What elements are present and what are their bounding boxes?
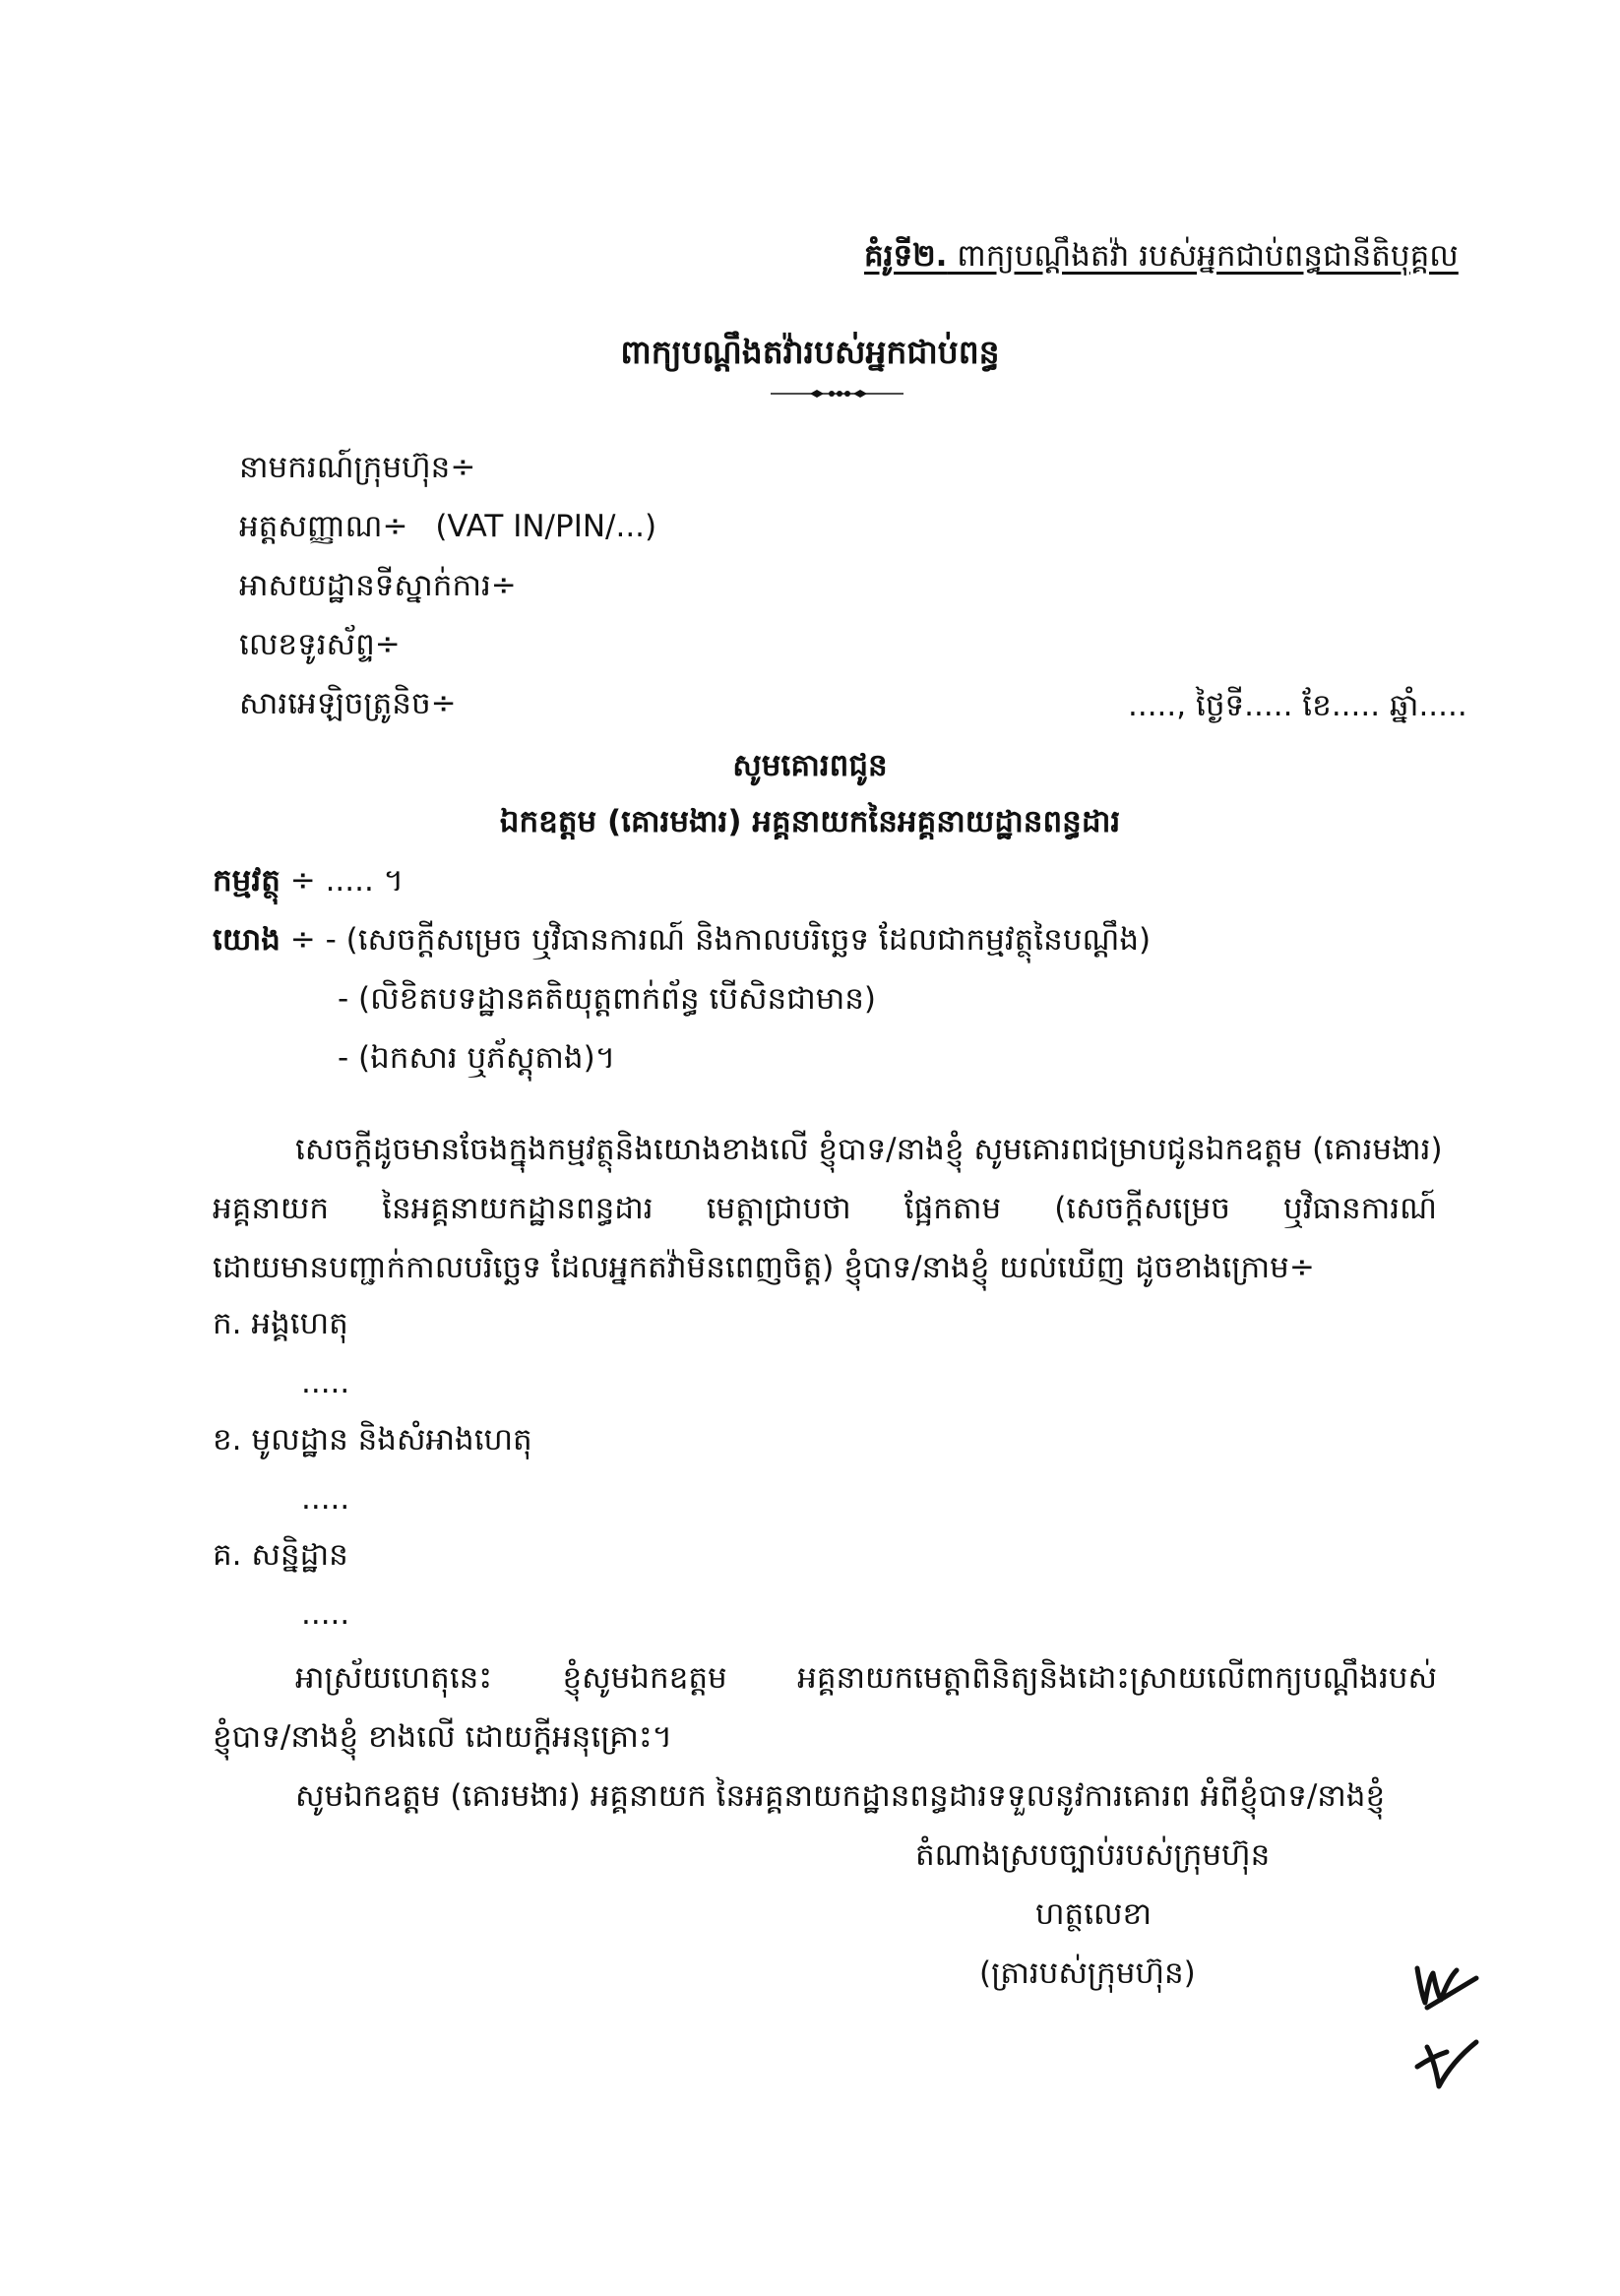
- paragraph-2-line-1: [295, 1658, 1437, 1698]
- subject-label: កម្មវត្ថុ: [213, 863, 280, 899]
- paragraph-1-word: អគ្គនាយក: [213, 1191, 330, 1226]
- company-name-label: នាមករណ៍ក្រុមហ៊ុន÷: [239, 450, 476, 485]
- email-label: សារអេឡិចត្រូនិច÷: [239, 686, 457, 721]
- recipient-title: ឯកឧត្តម (គោរមងារ) អគ្គនាយកនៃអគ្គនាយដ្ឋានពន្ធដារ: [499, 804, 1121, 839]
- recipient-salutation: សូមគោរពជូន: [732, 748, 888, 783]
- document-title: ពាក្យបណ្ដឹងតវ៉ារបស់អ្នកជាប់ពន្ធ: [620, 333, 1000, 371]
- reference-item-1: ÷ - (សេចក្ដីសម្រេច ឬវិធានការណ៍ និងកាលបរិច្ឆេទ ដែលជាកម្មវត្ថុនៃបណ្ដឹង): [289, 922, 1152, 958]
- section-b-heading: ខ. មូលដ្ឋាន និងសំអាងហេតុ: [213, 1422, 532, 1458]
- paragraph-2-word: អគ្គនាយកមេត្តាពិនិត្យនិងដោះស្រាយលើពាក្យបណ្ដឹងរបស់: [797, 1660, 1437, 1696]
- paragraph-1-line-2: [213, 1189, 1437, 1228]
- section-c-placeholder: .....: [301, 1596, 350, 1632]
- paragraph-1-word: (សេចក្ដីសម្រេច: [1054, 1191, 1230, 1226]
- paragraph-2-word: អាស្រ័យហេតុនេះ: [295, 1660, 492, 1696]
- title-ornament: [771, 387, 903, 401]
- reference-item-3: - (ឯកសារ ឬភ័ស្ដុតាង)។: [338, 1040, 616, 1076]
- paragraph-1-word: មេត្តាជ្រាបថា: [706, 1191, 851, 1226]
- paragraph-1-word: នៃអគ្គនាយកដ្ឋានពន្ធដារ: [382, 1191, 654, 1226]
- subject-value: ÷ ..... ។: [289, 863, 405, 899]
- paragraph-1-word: ផ្អែកតាម: [903, 1191, 1002, 1226]
- company-seal-label: (ត្រារបស់ក្រុមហ៊ុន): [979, 1955, 1196, 1991]
- reference-row: [213, 920, 1151, 960]
- reference-label: យោង: [213, 922, 280, 958]
- section-a-placeholder: .....: [301, 1365, 350, 1400]
- legal-representative-label: តំណាងស្របច្បាប់របស់ក្រុមហ៊ុន: [915, 1837, 1271, 1873]
- paragraph-2-line-2: ខ្ញុំបាទ/នាងខ្ញុំ ខាងលើ ដោយក្ដីអនុគ្រោះ។: [213, 1719, 672, 1755]
- address-label: អាសយដ្ឋានទីស្នាក់ការ÷: [239, 568, 517, 603]
- annex-reference: [864, 236, 1459, 276]
- annex-description: ពាក្យបណ្ដឹងតវ៉ា របស់អ្នកជាប់ពន្ធជានីតិបុគ្គល: [947, 238, 1459, 274]
- closing-line: សូមឯកឧត្តម (គោរមងារ) អគ្គនាយក នៃអគ្គនាយកដ្ឋានពន្ធដារទទួលនូវការគោរព អំពីខ្ញុំបាទ/នាងខ្ញុំ: [295, 1778, 1386, 1814]
- signature-label: ហត្ថលេខា: [1035, 1896, 1153, 1932]
- identity-hint: (VAT IN/PIN/...): [435, 509, 657, 544]
- paragraph-1-line-3: ដោយមានបញ្ជាក់កាលបរិច្ឆេទ ដែលអ្នកតវ៉ាមិនពេញចិត្ត) ខ្ញុំបាទ/នាងខ្ញុំ យល់ឃើញ ដូចខាងក្រោម÷: [213, 1250, 1315, 1285]
- subject-row: [213, 861, 404, 900]
- handwritten-initials: [1398, 1949, 1486, 2096]
- reference-item-2: - (លិខិតបទដ្ឋានគតិយុត្តពាក់ព័ន្ធ បើសិនជាមាន): [338, 981, 877, 1017]
- paragraph-1-word: ឬវិធានការណ៍: [1283, 1191, 1437, 1226]
- phone-label: លេខទូរស័ព្ទ÷: [239, 627, 401, 662]
- section-a-heading: ក. អង្គហេតុ: [213, 1306, 348, 1341]
- date-line: ....., ថ្ងៃទី..... ខែ..... ឆ្នាំ.....: [1128, 688, 1467, 723]
- section-c-heading: គ. សន្និដ្ឋាន: [213, 1537, 348, 1573]
- section-b-placeholder: .....: [301, 1481, 350, 1517]
- paragraph-2-word: ខ្ញុំសូមឯកឧត្តម: [562, 1660, 727, 1696]
- identity-row: [239, 507, 656, 546]
- annex-number: គំរូទី២.: [864, 238, 948, 274]
- identity-label: អត្តសញ្ញាណ÷: [239, 509, 408, 544]
- paragraph-1-line-1: សេចក្ដីដូចមានចែងក្នុងកម្មវត្ថុនិងយោងខាងលើ ខ្ញុំបាទ/នាងខ្ញុំ សូមគោរពជម្រាបជូនឯកឧត្ដម (គោរមងារ): [295, 1132, 1443, 1167]
